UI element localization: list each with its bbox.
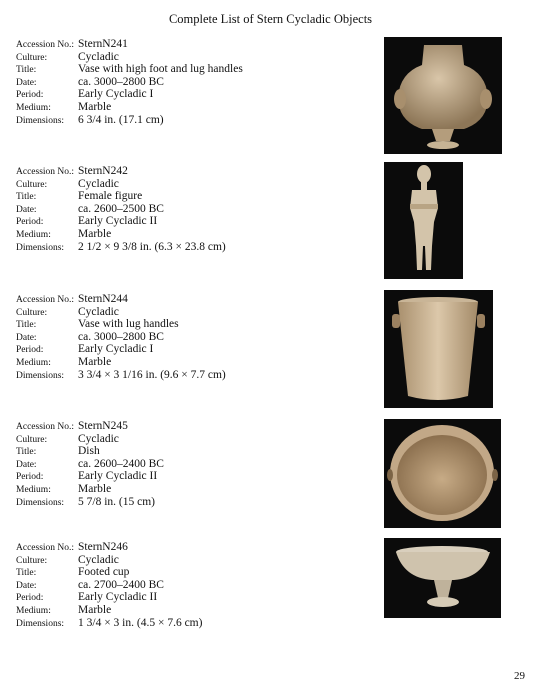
title-label: Title: <box>16 320 37 331</box>
medium-label: Medium: <box>16 605 51 616</box>
dimensions-value: 6 3/4 in. (17.1 cm) <box>78 113 164 126</box>
dish-photo <box>384 419 501 528</box>
page-title: Complete List of Stern Cycladic Objects <box>168 12 373 26</box>
medium-value: Marble <box>78 100 112 113</box>
period-value: Early Cycladic I <box>78 343 154 356</box>
dimensions-value: 5 7/8 in. (15 cm) <box>78 495 155 508</box>
accession-label: Accession No.: <box>16 40 75 50</box>
date-value: ca. 2700–2400 BC <box>78 578 164 591</box>
female-figure-photo <box>384 162 463 279</box>
page-number: 29 <box>514 670 525 682</box>
accession-value: SternN241 <box>78 38 128 50</box>
title-label: Title: <box>16 447 37 458</box>
date-value: ca. 2600–2400 BC <box>78 457 164 470</box>
period-value: Early Cycladic II <box>78 470 158 483</box>
vase-lug-handles-photo <box>384 290 493 408</box>
medium-label: Medium: <box>16 357 51 368</box>
culture-value: Cycladic <box>78 50 119 63</box>
period-label: Period: <box>16 90 44 101</box>
date-value: ca. 2600–2500 BC <box>78 202 164 215</box>
object-entry <box>16 38 386 126</box>
period-value: Early Cycladic II <box>78 215 158 228</box>
culture-value: Cycladic <box>78 432 119 445</box>
medium-value: Marble <box>78 482 112 495</box>
title-label: Title: <box>16 568 37 579</box>
culture-label: Culture: <box>16 434 48 445</box>
date-value: ca. 3000–2800 BC <box>78 330 164 343</box>
culture-label: Culture: <box>16 52 48 63</box>
accession-value: SternN244 <box>78 293 128 305</box>
accession-value: SternN245 <box>78 420 128 432</box>
medium-value: Marble <box>78 355 112 368</box>
dimensions-label: Dimensions: <box>16 242 65 253</box>
accession-value: SternN246 <box>78 541 128 553</box>
accession-label: Accession No.: <box>16 295 75 305</box>
dimensions-value: 1 3/4 × 3 in. (4.5 × 7.6 cm) <box>78 616 203 629</box>
medium-label: Medium: <box>16 484 51 495</box>
culture-value: Cycladic <box>78 553 119 566</box>
title-label: Title: <box>16 65 37 76</box>
accession-value: SternN242 <box>78 165 128 177</box>
medium-value: Marble <box>78 603 112 616</box>
culture-label: Culture: <box>16 307 48 318</box>
accession-label: Accession No.: <box>16 167 75 177</box>
culture-value: Cycladic <box>78 305 119 318</box>
footed-cup-photo <box>384 538 501 618</box>
accession-label: Accession No.: <box>16 422 75 432</box>
culture-label: Culture: <box>16 179 48 190</box>
vase-high-foot-photo <box>384 37 502 154</box>
object-entry <box>16 541 386 629</box>
period-value: Early Cycladic II <box>78 591 158 604</box>
dimensions-value: 2 1/2 × 9 3/8 in. (6.3 × 23.8 cm) <box>78 240 226 253</box>
date-label: Date: <box>16 580 37 591</box>
object-entry <box>16 293 386 381</box>
date-label: Date: <box>16 77 37 88</box>
title-label: Title: <box>16 192 37 203</box>
dimensions-value: 3 3/4 × 3 1/16 in. (9.6 × 7.7 cm) <box>78 368 226 381</box>
title-value: Dish <box>78 445 100 458</box>
date-label: Date: <box>16 459 37 470</box>
date-label: Date: <box>16 332 37 343</box>
title-value: Vase with lug handles <box>78 318 179 331</box>
accession-label: Accession No.: <box>16 543 75 553</box>
dimensions-label: Dimensions: <box>16 370 65 381</box>
medium-label: Medium: <box>16 229 51 240</box>
period-label: Period: <box>16 593 44 604</box>
medium-value: Marble <box>78 227 112 240</box>
dimensions-label: Dimensions: <box>16 115 65 126</box>
dimensions-label: Dimensions: <box>16 618 65 629</box>
period-label: Period: <box>16 217 44 228</box>
title-value: Footed cup <box>78 566 130 579</box>
object-entry <box>16 420 386 508</box>
date-label: Date: <box>16 204 37 215</box>
culture-label: Culture: <box>16 555 48 566</box>
period-label: Period: <box>16 472 44 483</box>
culture-value: Cycladic <box>78 177 119 190</box>
period-label: Period: <box>16 345 44 356</box>
title-value: Vase with high foot and lug handles <box>78 63 243 76</box>
dimensions-label: Dimensions: <box>16 497 65 508</box>
date-value: ca. 3000–2800 BC <box>78 75 164 88</box>
object-entry <box>16 165 386 253</box>
title-value: Female figure <box>78 190 143 203</box>
medium-label: Medium: <box>16 102 51 113</box>
period-value: Early Cycladic I <box>78 88 154 101</box>
